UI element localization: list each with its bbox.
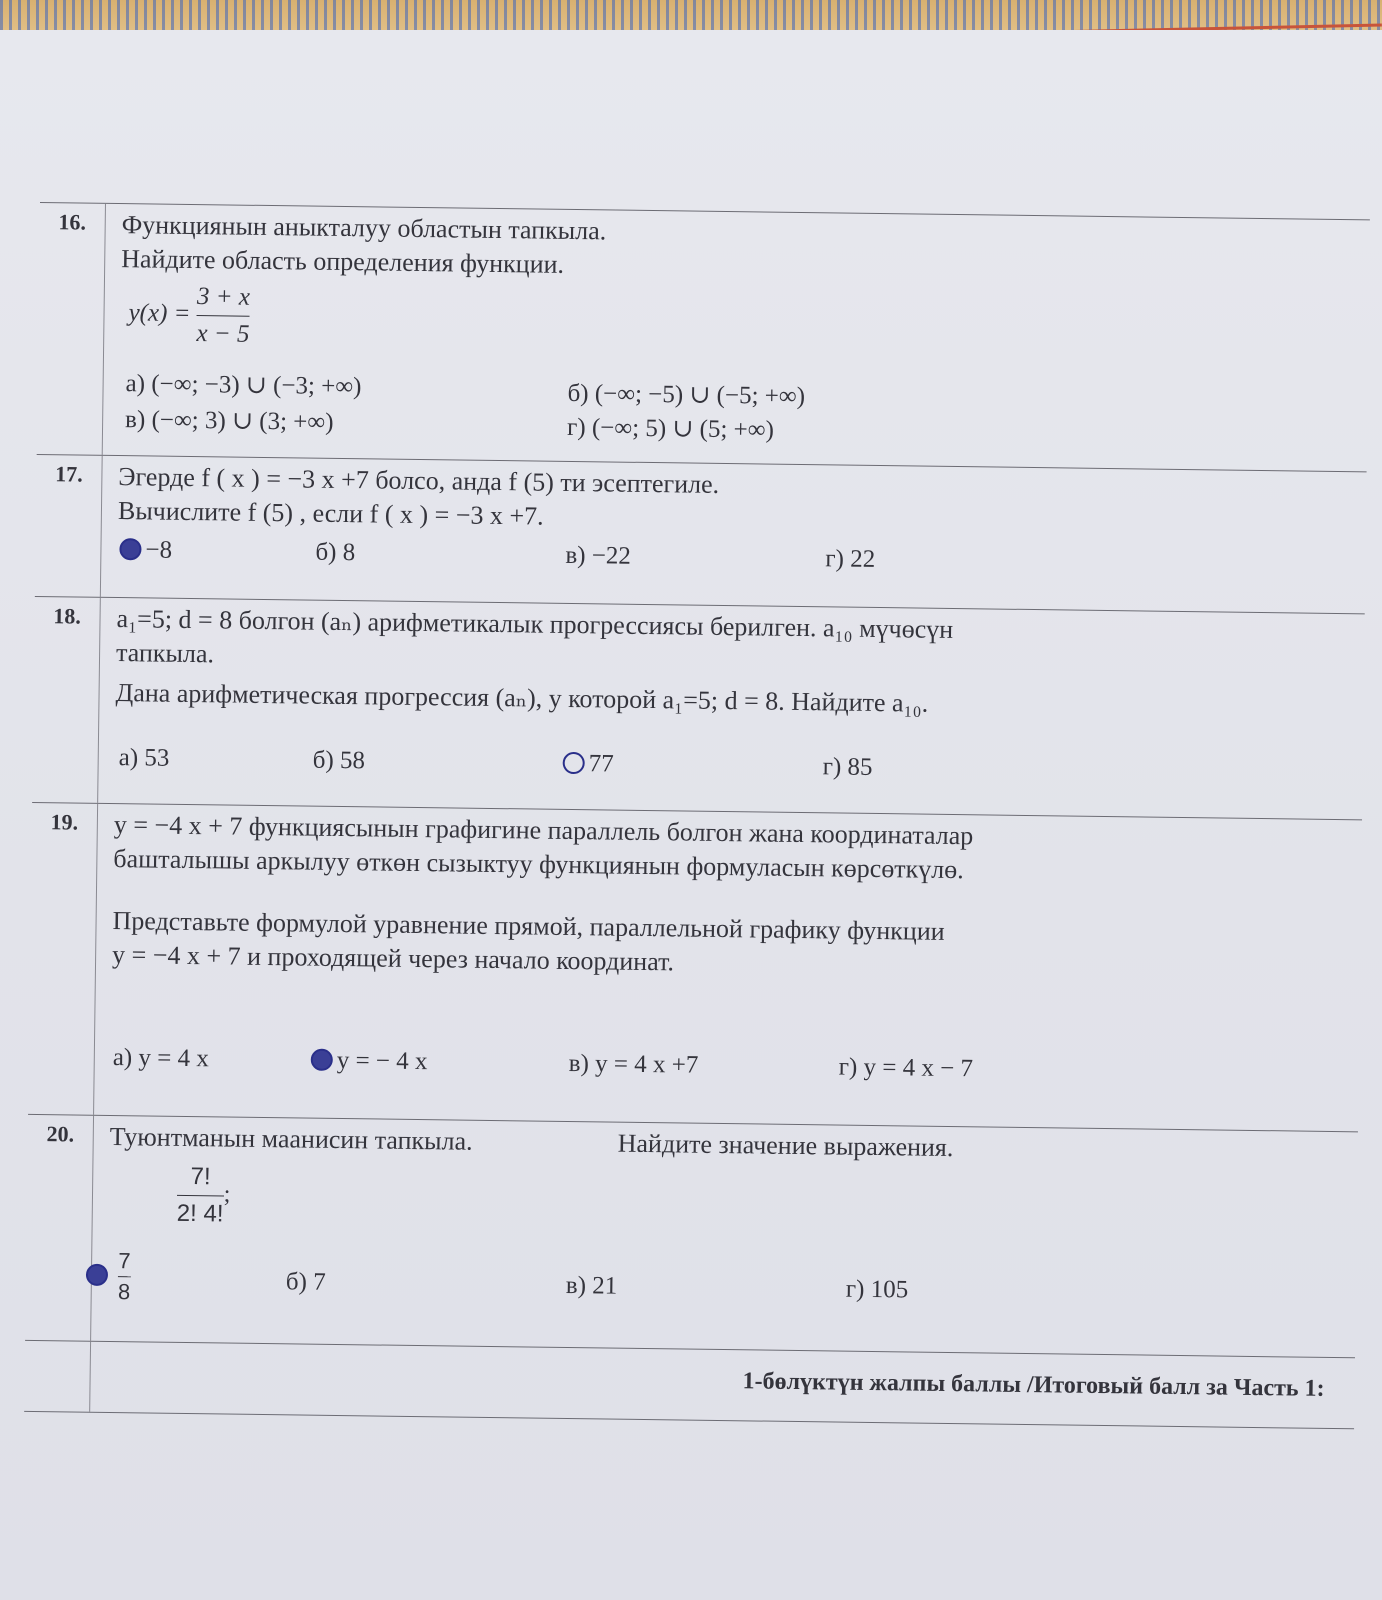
option-g[interactable]: г) y = 4 x − 7 <box>838 1053 974 1083</box>
option-a[interactable]: а) y = 4 x <box>112 1044 210 1073</box>
question-18 <box>32 596 1365 819</box>
question-20 <box>25 1114 1358 1357</box>
formula-denominator: x − 5 <box>196 320 250 348</box>
function-formula <box>128 280 1349 365</box>
option-a-denominator: 8 <box>117 1279 131 1305</box>
paper-sheet <box>0 30 1382 1600</box>
option-v[interactable] <box>563 750 614 779</box>
question-text-ky-cont: тапкыла. <box>115 638 215 669</box>
answer-mark-icon <box>119 538 141 560</box>
question-number: 19. <box>28 803 98 1115</box>
option-a[interactable] <box>119 536 172 565</box>
option-g[interactable]: г) (−∞; 5) ∪ (5; +∞) <box>566 413 775 444</box>
option-b[interactable]: б) 8 <box>315 538 356 567</box>
question-17 <box>35 454 1367 613</box>
question-number: 20. <box>25 1115 94 1341</box>
option-v[interactable]: в) 21 <box>565 1271 618 1300</box>
option-v-label: 77 <box>588 750 614 778</box>
question-19 <box>28 802 1362 1131</box>
question-body <box>112 808 1342 988</box>
question-text-ky-cont: башталышы аркылуу өткөн сызыктуу функциянын формуласын көрсөткүлө. <box>113 844 964 885</box>
question-text-ky: a₁=5; d = 8 болгон (aₙ) арифметикалык прогрессиясы берилген. a₁₀ мүчөсүн <box>116 604 954 644</box>
expression <box>177 1161 231 1231</box>
question-text-ru: Дана арифметическая прогрессия (aₙ), у которой a₁=5; d = 8. Найдите a₁₀. <box>115 678 929 718</box>
option-v[interactable]: в) −22 <box>565 541 632 570</box>
question-text-ru-cont: y = −4 x + 7 и проходящей через начало координат. <box>111 940 675 977</box>
option-a-fraction <box>118 1248 131 1305</box>
question-text-ky: Туюнтманын маанисин тапкыла. <box>109 1121 473 1156</box>
option-v[interactable]: в) y = 4 x +7 <box>568 1049 699 1079</box>
option-b-label: y = − 4 x <box>336 1046 428 1076</box>
option-v[interactable]: в) (−∞; 3) ∪ (3; +∞) <box>124 406 334 436</box>
option-b[interactable]: б) 58 <box>312 746 366 775</box>
formula-fraction <box>196 281 250 351</box>
question-text-ky: y = −4 x + 7 функциясынын графигине параллель болгон жана координаталар <box>113 810 974 851</box>
option-a[interactable] <box>86 1248 131 1306</box>
expression-numerator: 7! <box>190 1163 211 1191</box>
question-table <box>24 202 1370 1459</box>
question-body <box>118 460 1347 544</box>
question-number: 16. <box>37 203 106 455</box>
option-a-numerator: 7 <box>118 1248 131 1274</box>
question-body <box>120 208 1350 365</box>
option-g[interactable]: г) 22 <box>825 545 876 573</box>
formula-numerator: 3 + x <box>196 283 251 311</box>
expression-punct: ; <box>223 1181 231 1208</box>
option-a-label: −8 <box>145 536 173 564</box>
option-b[interactable]: б) 7 <box>285 1268 326 1296</box>
total-score-label: 1-бөлүктүн жалпы баллы /Итоговый балл за Часть 1: <box>742 1368 1325 1402</box>
option-b[interactable] <box>311 1047 428 1077</box>
option-g[interactable]: г) 85 <box>822 753 873 781</box>
question-number: 17. <box>35 455 103 597</box>
answer-mark-icon <box>86 1263 108 1285</box>
option-a[interactable]: а) 53 <box>118 744 170 772</box>
option-b[interactable]: б) (−∞; −5) ∪ (−5; +∞) <box>567 379 806 411</box>
option-g[interactable]: г) 105 <box>845 1275 909 1304</box>
option-a[interactable]: а) (−∞; −3) ∪ (−3; +∞) <box>125 370 362 401</box>
question-text-ru: Найдите значение выражения. <box>617 1128 954 1163</box>
question-text-ru: Представьте формулой уравнение прямой, параллельной графику функции <box>112 906 945 946</box>
formula-lhs: y(x) = <box>128 299 191 328</box>
question-text-ky: Функциянын аныкталуу областын тапкыла. <box>121 210 607 246</box>
expression-fraction <box>177 1161 225 1231</box>
answer-mark-icon <box>563 752 585 774</box>
question-text-ru: Вычислите f (5) , если f ( x ) = −3 x +7. <box>117 496 544 531</box>
question-body <box>115 602 1344 726</box>
question-number: 18. <box>32 597 101 803</box>
question-16 <box>37 202 1370 471</box>
question-text-ru: Найдите область определения функции. <box>121 244 565 279</box>
question-text-ky: Эгерде f ( x ) = −3 x +7 болсо, анда f (5) ти эсептегиле. <box>118 462 720 499</box>
expression-denominator: 2! 4! <box>176 1199 224 1228</box>
answer-mark-icon <box>311 1049 333 1071</box>
